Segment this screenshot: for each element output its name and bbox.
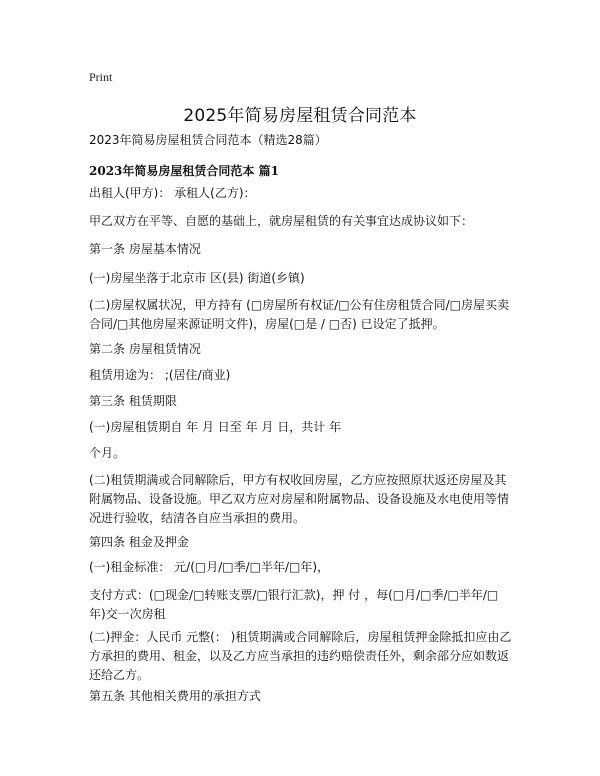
paragraph-parties: 出租人(甲方)： 承租人(乙方)：: [89, 186, 256, 200]
article-4-heading: 第四条 租金及押金: [89, 535, 189, 549]
article-2-heading: 第二条 房屋租赁情况: [89, 342, 201, 356]
paragraph-payment-method: 支付方式：(□现金/□转账支票/□银行汇款)，押 付 ，每(□月/□季/□半年/□年)交一次房租: [89, 588, 499, 621]
print-link[interactable]: Print: [89, 70, 113, 84]
article-5-heading: 第五条 其他相关费用的承担方式: [89, 689, 261, 703]
paragraph-termination: (二)租赁期满或合同解除后，甲方有权收回房屋，乙方应按照原状返还房屋及其附属物品、设备设施。甲乙双方应对房屋和附属物品、设备设施及水电使用等情况进行验收，结清各自应当承担的费用。: [89, 473, 510, 525]
paragraph-lease-months: 个月。: [89, 446, 126, 460]
paragraph-ownership: (二)房屋权属状况，甲方持有 (□房屋所有权证/□公有住房租赁合同/□房屋买卖合同/□其他房屋来源证明文件)，房屋(□是 / □否) 已设定了抵押。: [89, 298, 509, 331]
paragraph-rent-standard: (一)租金标准： 元/(□月/□季/□半年/□年)，: [89, 560, 330, 574]
section-heading: 2023年简易房屋租赁合同范本 篇1: [89, 164, 279, 178]
paragraph-usage: 租赁用途为： ;(居住/商业): [89, 368, 231, 382]
paragraph-preamble: 甲乙双方在平等、自愿的基础上，就房屋租赁的有关事宜达成协议如下：: [89, 214, 474, 228]
article-3-heading: 第三条 租赁期限: [89, 394, 177, 408]
paragraph-deposit: (二)押金：人民币 元整(： )租赁期满或合同解除后，房屋租赁押金除抵扣应由乙方承担的费用、租金，以及乙方应当承担的违约赔偿责任外，剩余部分应如数返还给乙方。: [89, 630, 512, 682]
document-title: 2025年简易房屋租赁合同范本: [183, 106, 417, 126]
paragraph-lease-period: (一)房屋租赁期自 年 月 日至 年 月 日，共计 年: [89, 420, 342, 434]
document-subtitle: 2023年简易房屋租赁合同范本（精选28篇）: [89, 133, 327, 147]
paragraph-location: (一)房屋坐落于北京市 区(县) 街道(乡镇): [89, 271, 305, 285]
article-1-heading: 第一条 房屋基本情况: [89, 242, 201, 256]
